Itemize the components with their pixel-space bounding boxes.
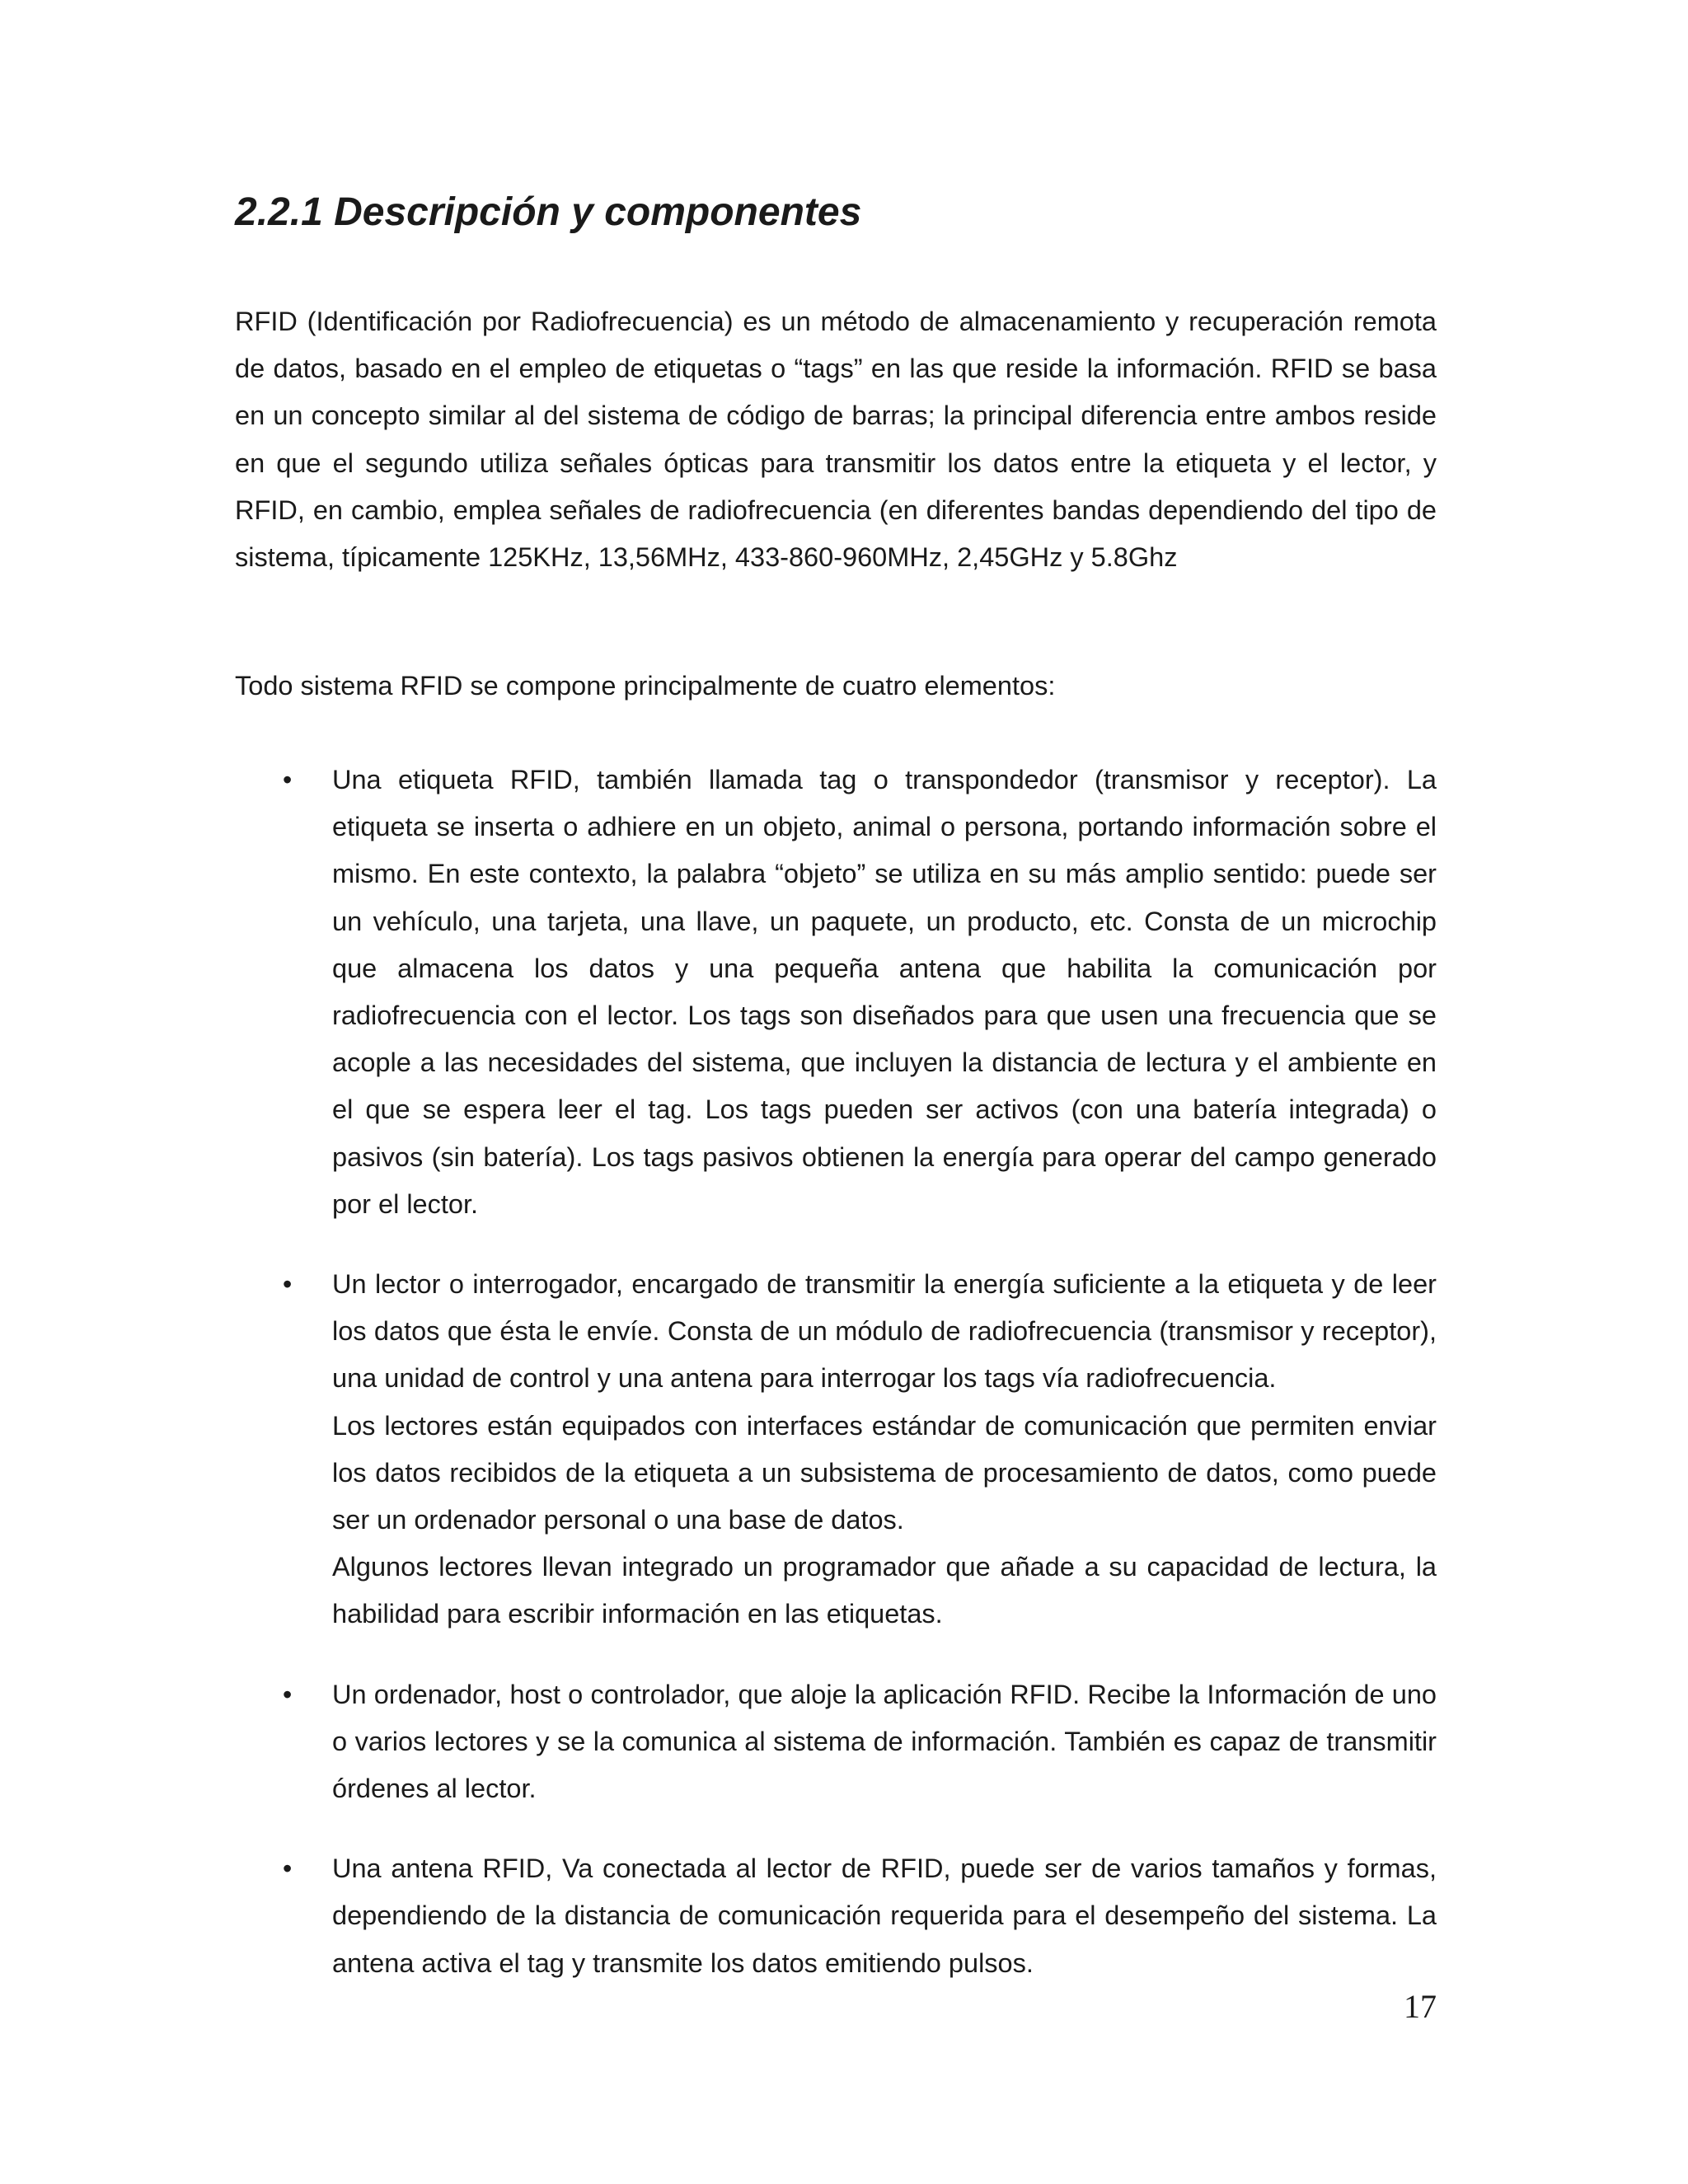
components-intro-paragraph: Todo sistema RFID se compone principalmente de cuatro elementos:	[235, 671, 1056, 701]
list-item-text: Una etiqueta RFID, también llamada tag o transpondedor (transmisor y receptor). La etiqueta se inserta o adhiere en un objeto, animal o persona, portando información sobre el mismo. En este contexto, la palabra “objeto” se utiliza en su más amplio sentido: puede ser un vehículo, una tarjeta, una llave, un paquete, un producto, etc. Consta de un microchip que almacena los datos y una pequeña antena que habilita la comunicación por radiofrecuencia con el lector. Los tags son diseñados para que usen una frecuencia que se acople a las necesidades del sistema, que incluyen la distancia de lectura y el ambiente en el que se espera leer el tag. Los tags pueden ser activos (con una batería integrada) o pasivos (sin batería). Los tags pasivos obtienen la energía para operar del campo generado por el lector.	[332, 765, 1437, 1219]
bullet-icon: •	[283, 1269, 293, 1300]
intro-paragraph: RFID (Identificación por Radiofrecuencia) es un método de almacenamiento y recuperación remota de datos, basado en el empleo de etiquetas o “tags” en las que reside la información. RFID se basa en un concepto similar al del sistema de código de barras; la principal diferencia entre ambos reside en que el segundo utiliza señales ópticas para transmitir los datos entre la etiqueta y el lector, y RFID, en cambio, emplea señales de radiofrecuencia (en diferentes bandas dependiendo del tipo de sistema, típicamente 125KHz, 13,56MHz, 433-860-960MHz, 2,45GHz y 5.8Ghz	[235, 307, 1437, 573]
list-item-text: Una antena RFID, Va conectada al lector de RFID, puede ser de varios tamaños y formas, dependiendo de la distancia de comunicación requerida para el desempeño del sistema. La antena activa el tag y transmite los datos emitiendo pulsos.	[332, 1854, 1437, 1978]
list-item-text: Un lector o interrogador, encargado de transmitir la energía suficiente a la etiqueta y de leer los datos que ésta le envíe. Consta de un módulo de radiofrecuencia (transmisor y receptor), una unidad de control y una antena para interrogar los tags vía radiofrecuencia.	[332, 1269, 1437, 1394]
bullet-icon: •	[283, 765, 293, 794]
list-item-antenna	[235, 1845, 1437, 1987]
list-item-text-continued: Algunos lectores llevan integrado un programador que añade a su capacidad de lectura, la habilidad para escribir información en las etiquetas.	[332, 1552, 1437, 1629]
list-item-reader	[235, 1261, 1437, 1638]
list-item-text-continued: Los lectores están equipados con interfaces estándar de comunicación que permiten enviar los datos recibidos de la etiqueta a un subsistema de procesamiento de datos, como puede ser un ordenador personal o una base de datos.	[332, 1410, 1437, 1535]
section-heading: 2.2.1 Descripción y componentes	[235, 190, 862, 234]
list-item-text: Un ordenador, host o controlador, que aloje la aplicación RFID. Recibe la Información de uno o varios lectores y se la comunica al sistema de información. También es capaz de transmitir órdenes al lector.	[332, 1679, 1437, 1804]
components-list	[235, 757, 1437, 1987]
bullet-icon: •	[283, 1679, 293, 1709]
bullet-icon: •	[283, 1854, 293, 1884]
page-number: 17	[1404, 1988, 1437, 2025]
list-item-tag	[235, 757, 1437, 1228]
list-item-host	[235, 1671, 1437, 1813]
